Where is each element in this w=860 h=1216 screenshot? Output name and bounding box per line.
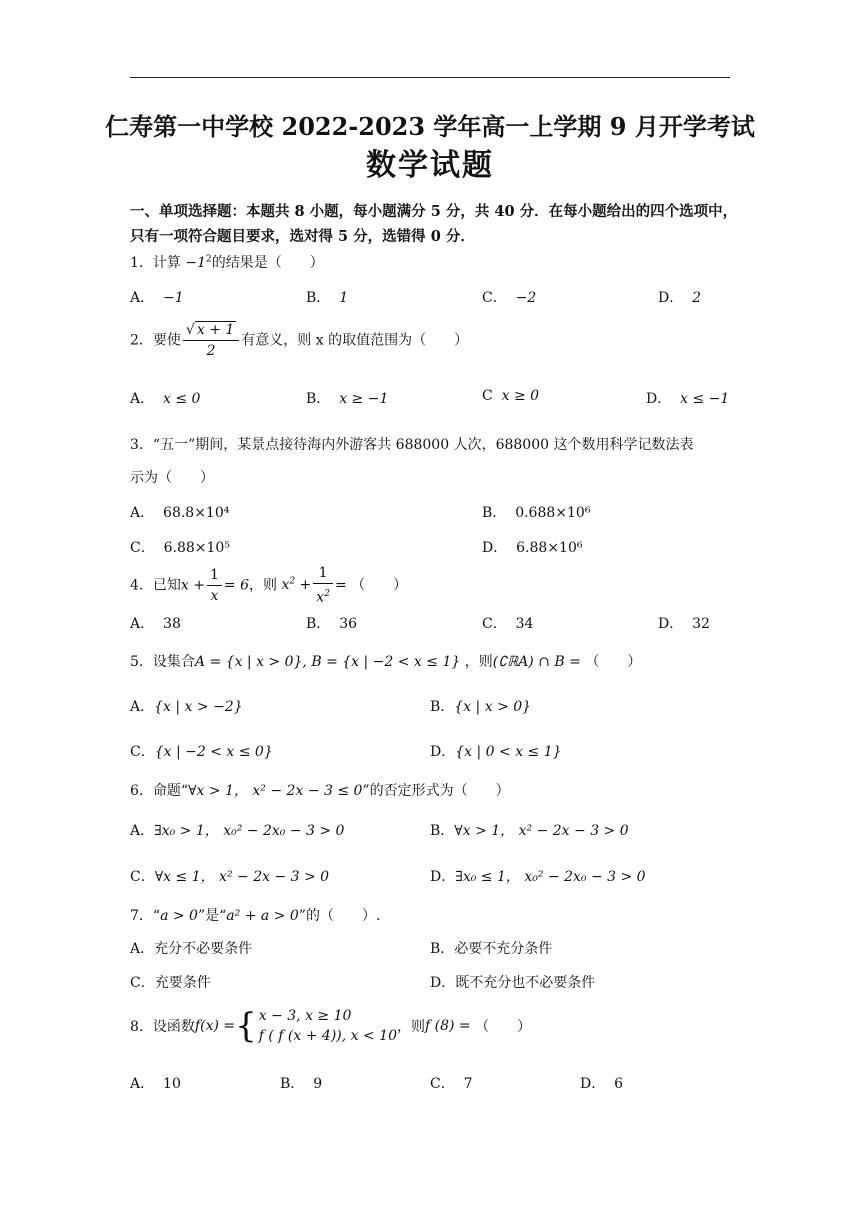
question-5-option-c[interactable]: C．{x | −2 < x ≤ 0} [130, 744, 273, 760]
fraction-one-over-x: $\frac{1}{x}$ [207, 565, 222, 606]
question-8-option-b[interactable]: B． 9 [280, 1076, 323, 1092]
question-4-stem: 4．已知x + $\frac{1}{x}$ = 6，则 $x^2$ + $\frac{1}{x^2}$ = （ ） [130, 565, 408, 606]
question-7-option-b[interactable]: B．必要不充分条件 [430, 941, 553, 957]
question-2-option-d[interactable]: D． x ≤ −1 [646, 391, 730, 407]
question-7-option-c[interactable]: C．充要条件 [130, 975, 211, 991]
question-5-option-a[interactable]: A．{x | x > −2} [130, 699, 243, 715]
question-7-option-d[interactable]: D．既不充分也不必要条件 [430, 975, 596, 991]
header-rule [130, 77, 730, 78]
question-3-option-c[interactable]: C． 6.88×10⁵ [130, 540, 230, 556]
question-6-stem: 6．命题“∀x > 1， x² − 2x − 3 ≤ 0”的否定形式为（ ） [130, 783, 510, 799]
question-2-option-c[interactable]: C x ≥ 0 [482, 388, 540, 404]
question-1-option-d[interactable]: D． 2 [658, 290, 702, 306]
question-1-stem: 1．计算 $-1^2$的结果是（ ） [130, 254, 324, 271]
question-7-stem: 7．“a > 0”是“a² + a > 0”的（ ）. [130, 908, 381, 924]
question-8-stem: 8．设函数f(x) ={ x − 3, x ≥ 10 f ( f (x + 4)), x < 10 ，则f (8) = （ ） [130, 1006, 532, 1046]
exam-title: 仁寿第一中学校 2022-2023 学年高一上学期 9 月开学考试 [105, 112, 755, 141]
question-2-option-a[interactable]: A． x ≤ 0 [130, 391, 201, 407]
question-1-option-c[interactable]: C． −2 [482, 290, 537, 306]
question-6-option-c[interactable]: C．∀x ≤ 1， x² − 2x − 3 > 0 [130, 869, 330, 885]
question-3-option-b[interactable]: B． 0.688×10⁶ [482, 505, 591, 521]
question-6-option-b[interactable]: B．∀x > 1， x² − 2x − 3 > 0 [430, 823, 629, 839]
question-2-stem: 2．要使 $\frac{√ x + 1}{2}$ 有意义，则 x 的取值范围为（ ） [130, 322, 469, 359]
question-3-stem-line2: 示为（ ） [130, 470, 214, 486]
question-5-option-b[interactable]: B．{x | x > 0} [430, 699, 532, 715]
question-6-option-d[interactable]: D．∃x₀ ≤ 1， x₀² − 2x₀ − 3 > 0 [430, 869, 646, 885]
question-1-option-b[interactable]: B． 1 [306, 290, 349, 306]
section-instructions: 一、单项选择题：本题共 8 小题，每小题满分 5 分，共 40 分．在每小题给出的四个选项中，只有一项符合题目要求，选对得 5 分，选错得 0 分． [130, 203, 738, 245]
question-4-option-a[interactable]: A． 38 [130, 616, 181, 632]
question-4-option-b[interactable]: B． 36 [306, 616, 358, 632]
piecewise-cases: x − 3, x ≥ 10 f ( f (x + 4)), x < 10 [258, 1008, 397, 1044]
piecewise-brace: { [235, 1006, 257, 1046]
question-4-option-d[interactable]: D． 32 [658, 616, 710, 632]
question-3-option-d[interactable]: D． 6.88×10⁶ [482, 540, 583, 556]
question-1-option-a[interactable]: A． −1 [130, 290, 184, 306]
question-8-option-c[interactable]: C． 7 [430, 1076, 473, 1092]
sqrt-fraction: $\frac{√ x + 1}{2}$ [183, 320, 239, 361]
question-7-option-a[interactable]: A．充分不必要条件 [130, 941, 253, 957]
question-8-option-a[interactable]: A． 10 [130, 1076, 181, 1092]
question-6-option-a[interactable]: A．∃x₀ > 1， x₀² − 2x₀ − 3 > 0 [130, 823, 345, 839]
exam-subtitle: 数学试题 [366, 148, 494, 183]
question-2-option-b[interactable]: B． x ≥ −1 [306, 391, 389, 407]
question-8-option-d[interactable]: D． 6 [580, 1076, 624, 1092]
question-5-option-d[interactable]: D．{x | 0 < x ≤ 1} [430, 744, 562, 760]
question-4-option-c[interactable]: C． 34 [482, 616, 534, 632]
question-3-option-a[interactable]: A． 68.8×10⁴ [130, 505, 230, 521]
question-5-stem: 5．设集合A = {x | x > 0}, B = {x | −2 < x ≤ 1} ，则(∁ℝA) ∩ B = （ ） [130, 654, 642, 670]
question-3-stem-line1: 3．“五一”期间，某景点接待海内外游客共 688000 人次，688000 这个数用科学记数法表 [130, 437, 694, 453]
fraction-one-over-x-squared: $\frac{1}{x^2}$ [313, 563, 333, 608]
